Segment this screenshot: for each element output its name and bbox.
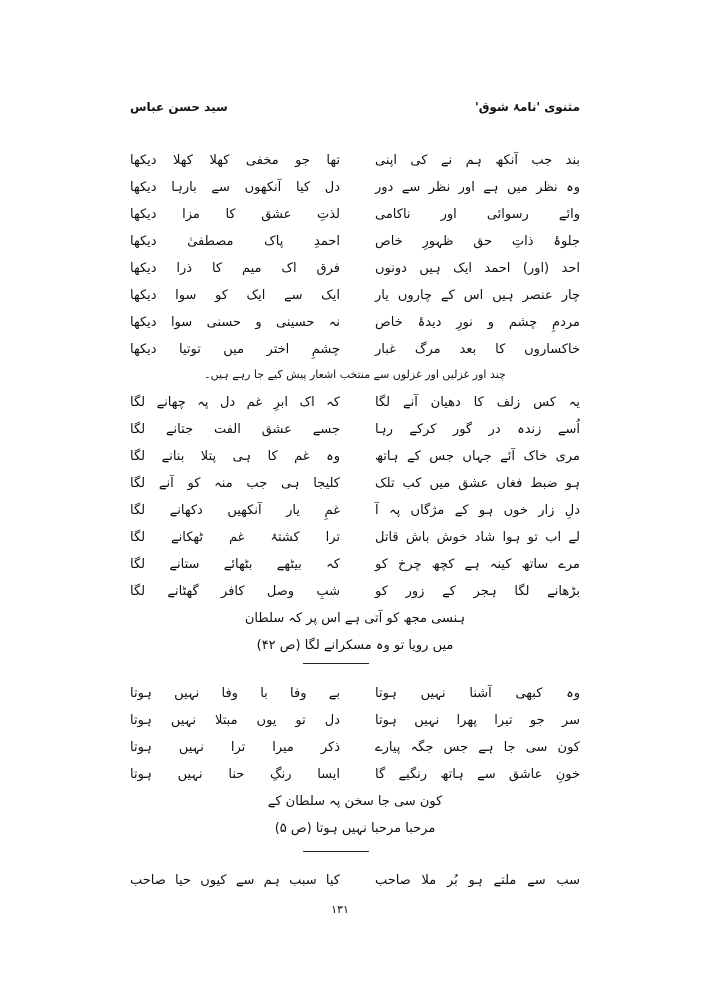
second-hemistich: ایسا رنگِ حنا نہیں ہوتا	[130, 767, 340, 782]
maqta-line: ہنسی مجھ کو آتی ہے اس پر کہ سلطان	[244, 611, 466, 626]
second-hemistich: ایک سے ایک کو سوا دیکھا	[130, 288, 340, 303]
verse-line	[130, 256, 580, 282]
verse-line	[130, 868, 580, 894]
first-hemistich: بند جب آنکھ ہم نے کی اپنی	[375, 153, 580, 168]
verse-line	[130, 175, 580, 201]
verse-line	[130, 337, 580, 363]
verse-line	[130, 390, 580, 416]
verse-line	[130, 229, 580, 255]
second-hemistich: کیا سبب ہم سے کیوں حیا صاحب	[130, 873, 340, 888]
second-hemistich: وہ غم کا ہی پتلا بنانے لگا	[130, 449, 340, 464]
second-hemistich: احمدِ پاک مصطفیٰ دیکھا	[130, 234, 340, 249]
first-hemistich: وائے رسوائی اور ناکامی	[375, 207, 580, 222]
author-name: سید حسن عباس	[130, 100, 228, 114]
second-hemistich: کلیجا ہی جب منہ کو آنے لگا	[130, 476, 340, 491]
first-hemistich: دلِ زار خوں ہو کے مژگاں پہ آ	[375, 503, 580, 518]
verse-line	[130, 681, 580, 707]
first-hemistich: ہو ضبط فغاں عشق میں کب تلک	[375, 476, 580, 491]
first-hemistich: یہ کس زلف کا دھیان آنے لگا	[375, 395, 580, 410]
verse-line	[130, 552, 580, 578]
maqta-line: میں رویا تو وہ مسکرانے لگا (ص ۴۲)	[256, 638, 454, 653]
second-hemistich: چشمِ اختر میں توتیا دیکھا	[130, 342, 340, 357]
second-hemistich: بے وفا با وفا نہیں ہوتا	[130, 686, 340, 701]
first-hemistich: وہ نظر میں ہے اور نظر سے دور	[375, 180, 580, 195]
verse-line	[130, 708, 580, 734]
first-hemistich: وہ کبھی آشنا نہیں ہوتا	[375, 686, 580, 701]
verse-line	[130, 444, 580, 470]
second-hemistich: غمِ یار آنکھیں دکھانے لگا	[130, 503, 340, 518]
verse-line	[130, 310, 580, 336]
first-hemistich: جلوۂ ذاتِ حق ظہورِ خاص	[375, 234, 580, 249]
second-hemistich: ذکر میرا ترا نہیں ہوتا	[130, 740, 340, 755]
first-hemistich: احد (اور) احمد ایک ہیں دونوں	[375, 261, 580, 276]
page-number: ۱۳۱	[331, 903, 349, 916]
verse-line	[130, 283, 580, 309]
first-hemistich: مردمِ چشم و نورِ دیدۂ خاص	[375, 315, 580, 330]
first-hemistich: خاکساروں کا بعد مرگ غبار	[375, 342, 580, 357]
verse-line	[130, 471, 580, 497]
second-hemistich: نہ حسینی و حسنی سوا دیکھا	[130, 315, 340, 330]
first-hemistich: چار عنصر ہیں اس کے چاروں یار	[375, 288, 580, 303]
first-hemistich: اُسے زندہ در گور کرکے رہا	[375, 422, 580, 437]
book-title: مثنوی 'نامۂ شوق'	[475, 100, 580, 114]
verse-line	[130, 525, 580, 551]
first-hemistich: کون سی جا ہے جس جگہ پیارے	[375, 740, 580, 755]
section-divider	[303, 663, 369, 664]
second-hemistich: فرق اک میم کا ذرا دیکھا	[130, 261, 340, 276]
second-hemistich: لذتِ عشق کا مزا دیکھا	[130, 207, 340, 222]
verse-line	[130, 762, 580, 788]
first-hemistich: مرے ساتھ کینہ ہے کچھ چرخ کو	[375, 557, 580, 572]
page-header	[130, 100, 580, 122]
section-divider	[303, 851, 369, 852]
second-hemistich: دل کیا آنکھوں سے بارہا دیکھا	[130, 180, 340, 195]
second-hemistich: ترا کشتۂ غم ٹھکانے لگا	[130, 530, 340, 545]
first-hemistich: لے اب تو ہوا شاد خوش باش قاتل	[375, 530, 580, 545]
first-hemistich: سب سے ملتے ہو بُر ملا صاحب	[375, 873, 580, 888]
second-hemistich: شبِ وصل کافر گھٹانے لگا	[130, 584, 340, 599]
second-hemistich: کہ اک ابرِ غم دل پہ چھانے لگا	[130, 395, 340, 410]
first-hemistich: مری خاک آئے جہاں جس کے ہاتھ	[375, 449, 580, 464]
first-hemistich: سر جو تیرا پھرا نہیں ہوتا	[375, 713, 580, 728]
verse-line	[130, 417, 580, 443]
first-hemistich: خونِ عاشق سے ہاتھ رنگیے گا	[375, 767, 580, 782]
maqta-line: مرحبا مرحبا نہیں ہوتا (ص ۵)	[274, 821, 436, 836]
verse-line	[130, 148, 580, 174]
verse-line	[130, 735, 580, 761]
verse-line	[130, 579, 580, 605]
second-hemistich: تھا جو مخفی کھلا کھلا دیکھا	[130, 153, 340, 168]
second-hemistich: جسے عشق الفت جتانے لگا	[130, 422, 340, 437]
second-hemistich: کہ بیٹھے بٹھائے ستانے لگا	[130, 557, 340, 572]
first-hemistich: بڑھانے لگا ہجر کے زور کو	[375, 584, 580, 599]
verse-line	[130, 202, 580, 228]
editor-note: چند اور غزلیں اور غزلوں سے منتخب اشعار پیش کیے جا رہے ہیں۔	[204, 368, 506, 381]
verse-line	[130, 498, 580, 524]
second-hemistich: دل تو یوں مبتلا نہیں ہوتا	[130, 713, 340, 728]
maqta-line: کون سی جا سخن پہ سلطان کے	[267, 794, 443, 809]
